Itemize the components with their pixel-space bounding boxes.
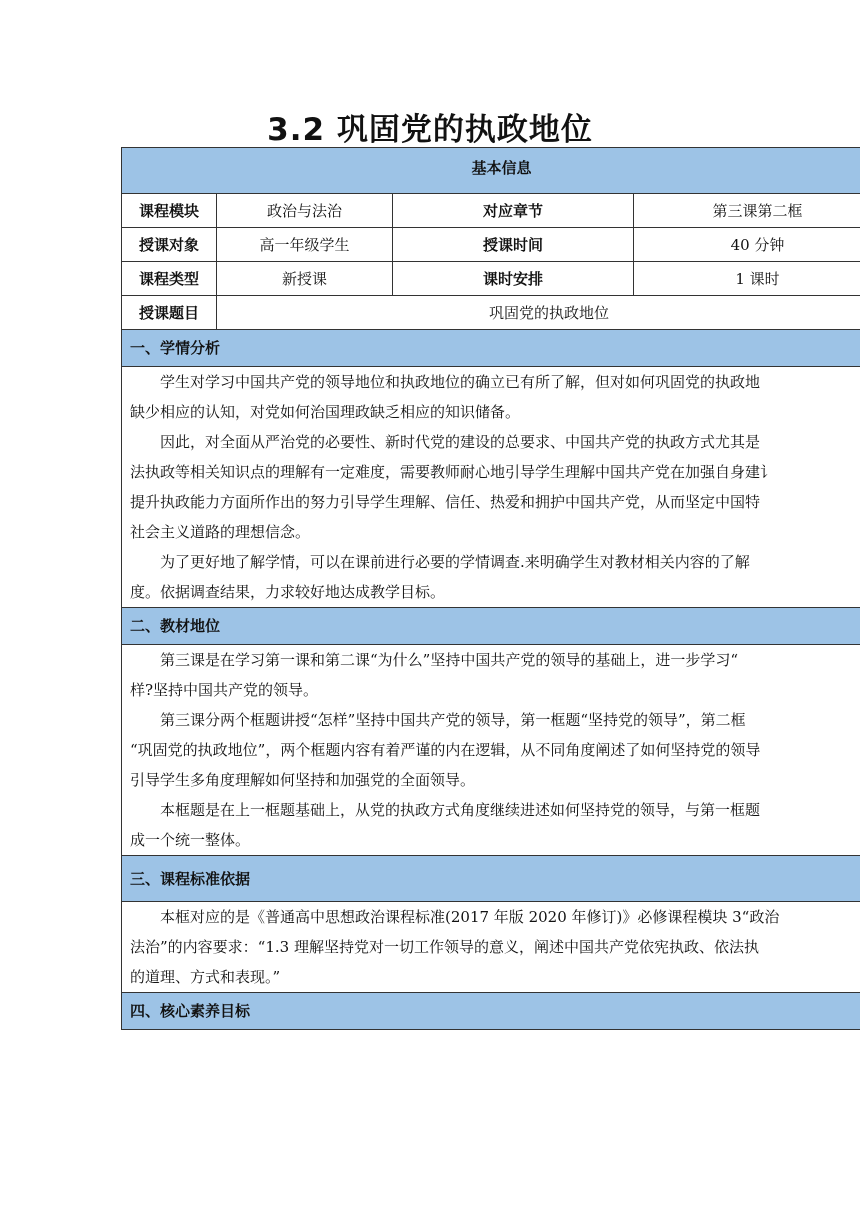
basic-info-heading: 基本信息 [122,148,860,194]
audience-label: 授课对象 [122,228,217,262]
section-heading-textbook-position: 二、教材地位 [122,608,860,645]
paragraph-line: 为了更好地了解学情，可以在课前进行必要的学情调查.来明确学生对教材相关内容的了解 [160,553,750,571]
paragraph-line: 成一个统一整体。 [130,831,251,849]
paragraph-line: 学生对学习中国共产党的领导地位和执政地位的确立已有所了解，但对如何巩固党的执政地 [160,373,761,391]
topic-value: 巩固党的执政地位 [217,296,860,330]
paragraph-line: 的道理、方式和表现。” [130,968,281,986]
paragraph-line: 第三课分两个框题讲授“怎样”坚持中国共产党的领导，第一框题“坚持党的领导”，第二框 [160,711,746,729]
chapter-value: 第三课第二框 [634,194,860,228]
paragraph-line: 样?坚持中国共产党的领导。 [130,681,319,699]
course-module-label: 课程模块 [122,194,217,228]
paragraph-line: 社会主义道路的理想信念。 [130,523,311,541]
section-body-curriculum-standard [122,902,860,993]
course-type-value: 新授课 [217,262,393,296]
document-title: 3.2 巩固党的执政地位 [267,112,593,148]
paragraph-line: 第三课是在学习第一课和第二课“为什么”坚持中国共产党的领导的基础上，进一步学习“ [160,651,739,669]
duration-label: 授课时间 [393,228,634,262]
paragraph-line: 本框题是在上一框题基础上，从党的执政方式角度继续进述如何坚持党的领导，与第一框题 [160,801,761,819]
topic-label: 授课题目 [122,296,217,330]
period-value: 1 课时 [634,262,860,296]
paragraph-line: 本框对应的是《普通高中思想政治课程标准(2017 年版 2020 年修订)》必修课程模块 3“政治 [160,908,780,926]
section-body-textbook-position [122,645,860,856]
paragraph-line: 度。依据调查结果，力求较好地达成教学目标。 [130,583,446,601]
duration-value: 40 分钟 [634,228,860,262]
chapter-label: 对应章节 [393,194,634,228]
course-type-label: 课程类型 [122,262,217,296]
paragraph-line: “巩固党的执政地位”，两个框题内容有着严谨的内在逻辑，从不同角度阐述了如何坚持党的领导 [130,741,761,759]
lesson-plan-table [121,147,860,1030]
paragraph-line: 引导学生多角度理解如何坚持和加强党的全面领导。 [130,771,476,789]
paragraph-line: 缺少相应的认知，对党如何治国理政缺乏相应的知识储备。 [130,403,521,421]
period-label: 课时安排 [393,262,634,296]
section-body-learner-analysis [122,367,860,608]
section-heading-core-competency: 四、核心素养目标 [122,993,860,1030]
paragraph-line: 法治”的内容要求：“1.3 理解坚持党对一切工作领导的意义，阐述中国共产党依宪执政、依法执 [130,938,759,956]
paragraph-line: 提升执政能力方面所作出的努力引导学生理解、信任、热爱和拥护中国共产党，从而坚定中国特 [130,493,761,511]
paragraph-line: 因此，对全面从严治党的必要性、新时代党的建设的总要求、中国共产党的执政方式尤其是 [160,433,761,451]
section-heading-learner-analysis: 一、学情分析 [122,330,860,367]
section-heading-curriculum-standard: 三、课程标准依据 [122,856,860,902]
paragraph-line: 法执政等相关知识点的理解有一定难度，需要教师耐心地引导学生理解中国共产党在加强自身建讠 [130,463,776,481]
course-module-value: 政治与法治 [217,194,393,228]
audience-value: 高一年级学生 [217,228,393,262]
